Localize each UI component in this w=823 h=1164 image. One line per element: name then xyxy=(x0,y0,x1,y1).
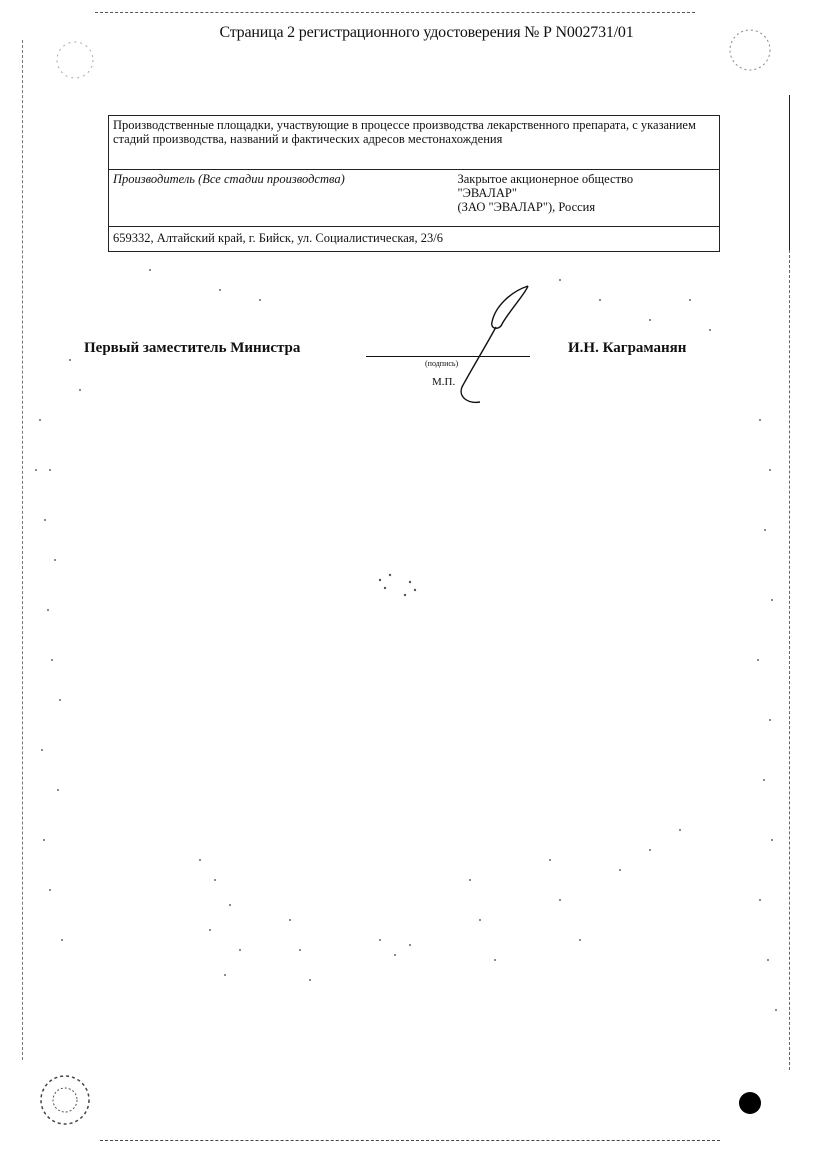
production-sites-table xyxy=(108,115,720,252)
manufacturer-role: Производитель (Все стадии производства) xyxy=(109,170,454,227)
border-right-line xyxy=(789,95,790,250)
company-line: (ЗАО "ЭВАЛАР"), Россия xyxy=(457,200,596,214)
manufacturer-address: 659332, Алтайский край, г. Бийск, ул. Социалистическая, 23/6 xyxy=(109,227,720,252)
company-line: "ЭВАЛАР" xyxy=(457,186,517,200)
seal-dot-icon xyxy=(739,1092,761,1114)
border-top-line xyxy=(95,12,695,13)
signer-position: Первый заместитель Министра xyxy=(84,340,301,356)
border-left-dashed xyxy=(22,40,23,1060)
manufacturer-company xyxy=(454,170,720,227)
handwritten-signature-icon xyxy=(440,282,540,412)
signature-block xyxy=(0,340,823,420)
center-emblem-icon xyxy=(365,560,435,610)
signer-name: И.Н. Каграманян xyxy=(568,340,687,356)
company-line: Закрытое акционерное общество xyxy=(457,172,634,186)
signature-caption: (подпись) xyxy=(425,359,459,368)
stamp-mark: М.П. xyxy=(432,376,456,388)
table-row xyxy=(109,170,720,227)
border-bottom-line xyxy=(100,1140,720,1141)
table-header: Производственные площадки, участвующие в процессе производства лекарственного препарата, с указанием стадий производства, названий и фактических адресов местонахождения xyxy=(109,116,720,170)
page-title: Страница 2 регистрационного удостоверения № Р N002731/01 xyxy=(219,24,634,41)
corner-rosette-icon xyxy=(30,1065,100,1135)
